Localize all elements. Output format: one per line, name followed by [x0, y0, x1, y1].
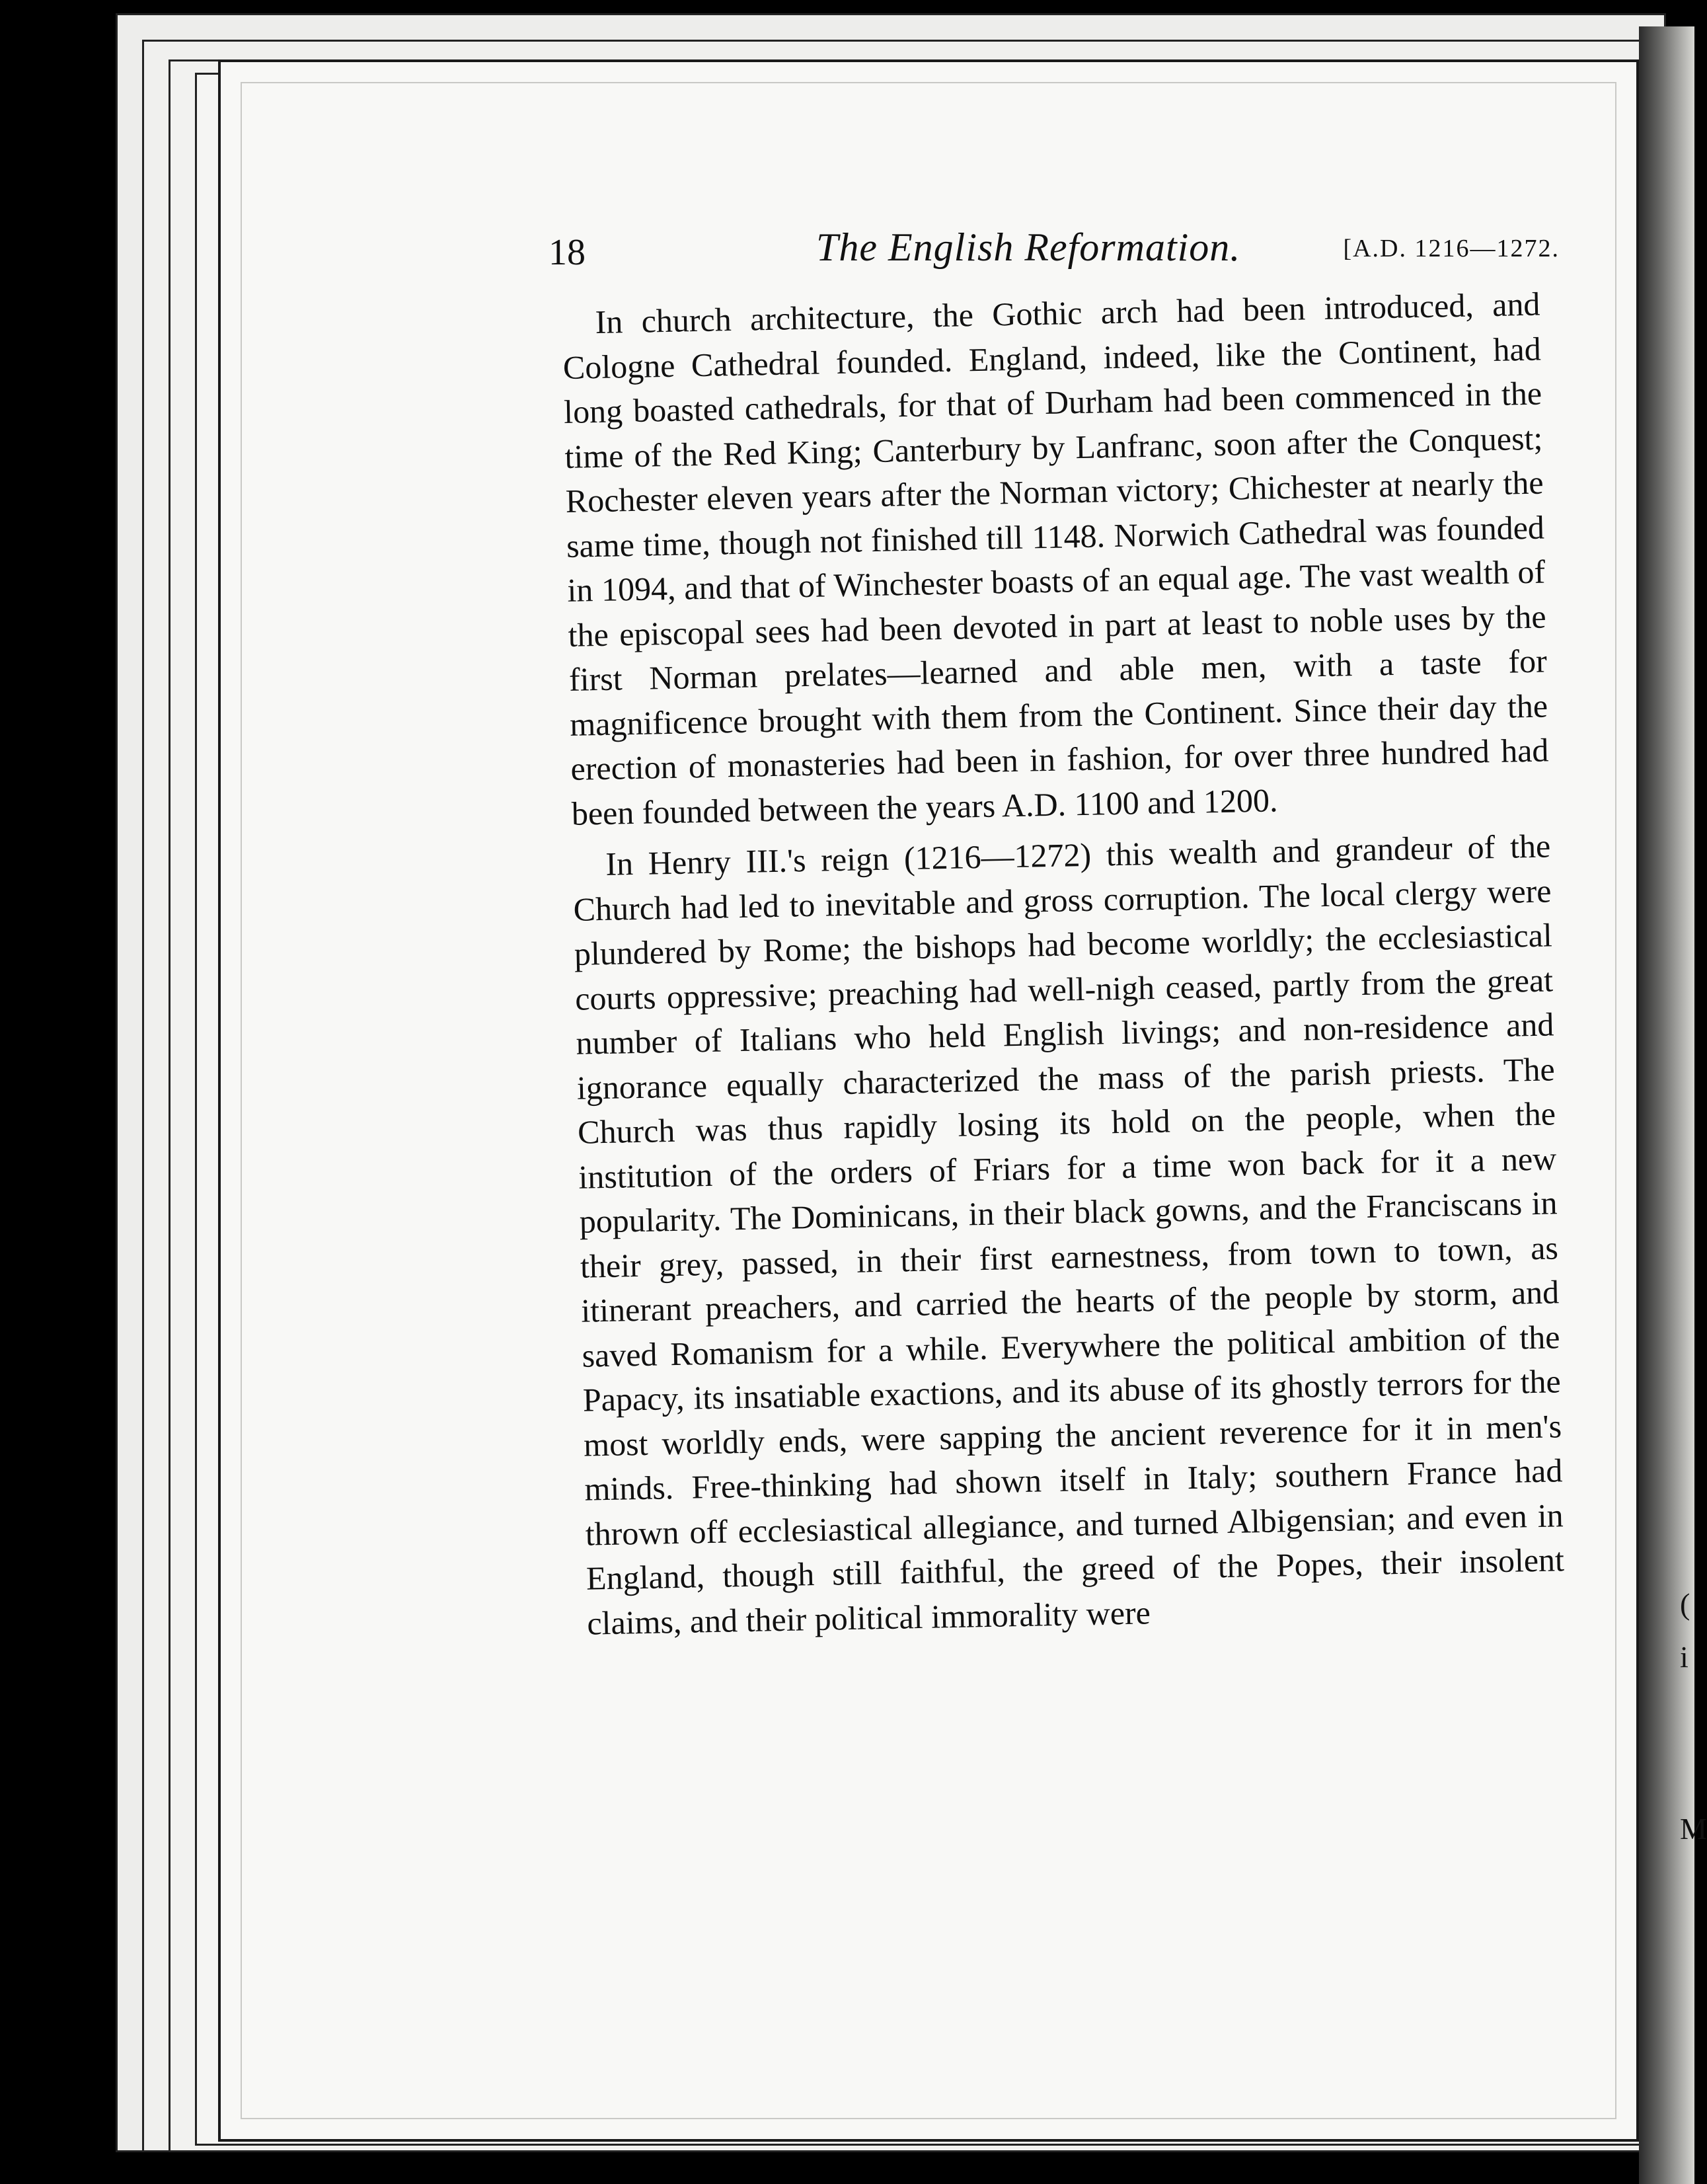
- adjacent-page-glyph: i: [1680, 1640, 1688, 1674]
- running-head: [549, 225, 1560, 278]
- adjacent-page-glyph: (: [1680, 1587, 1690, 1621]
- paragraph: In church architecture, the Gothic arch had been introduced, and Cologne Cathedral founded. England, indeed, like the Continent, had long boasted cathedrals, for that of Durham had been commenced in the time of the Red King; Canterbury by Lanfranc, soon after the Conquest; Rochester eleven years after the Norman victory; Chichester at nearly the same time, though not finished till 1148. Norwich Cathedral was founded in 1094, and that of Winchester boasts of an equal age. The vast wealth of the episcopal sees had been devoted in part at least to noble uses by the first Norman prelates—learned and able men, with a taste for magnificence brought with them from the Continent. Since their day the erection of monasteries had been in fashion, for over three hundred had been founded between the years A.D. 1100 and 1200.: [562, 285, 1549, 832]
- book-title: The English Reformation.: [816, 225, 1241, 269]
- page-number: 18: [549, 232, 586, 273]
- body-text: [562, 282, 1566, 1646]
- date-range: [A.D. 1216—1272.: [1343, 235, 1560, 262]
- paragraph: In Henry III.'s reign (1216—1272) this wealth and grandeur of the Church had led to inevitable and gross corruption. The local clergy were plundered by Rome; the bishops had become worldly; the ecclesiastical courts oppressive; preaching had well-nigh ceased, partly from the great number of Italians who held English livings; and non-residence and ignorance equally characterized the mass of the parish priests. The Church was thus rapidly losing its hold on the people, when the institution of the orders of Friars for a time won back for it a new popularity. The Dominicans, in their black gowns, and the Franciscans in their grey, passed, in their first earnestness, from town to town, as itinerant preachers, and carried the hearts of the people by storm, and saved Romanism for a while. Everywhere the political ambition of the Papacy, its insatiable exactions, and its abuse of its ghostly terrors for the most worldly ends, were sapping the ancient reverence for it in men's minds. Free-thinking had shown itself in Italy; southern France had thrown off ecclesiastical allegiance, and turned Albigensian; and even in England, though still faithful, the greed of the Popes, their insolent claims, and their political immorality were: [573, 827, 1565, 1642]
- adjacent-page-glyph: M: [1680, 1812, 1707, 1846]
- adjacent-page-edge: [1639, 26, 1694, 2184]
